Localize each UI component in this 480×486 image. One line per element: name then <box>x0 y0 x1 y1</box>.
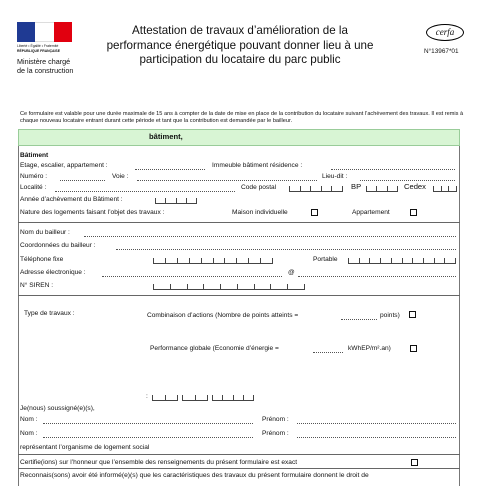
nom1-label: Nom : <box>20 416 38 423</box>
soussigne-label: Je(nous) soussigné(e)(s), <box>20 405 95 412</box>
ministry-name: Ministère chargé de la construction <box>17 57 74 75</box>
portable-field[interactable] <box>348 258 456 264</box>
immeuble-field[interactable] <box>331 169 455 170</box>
section-band: bâtiment, <box>18 129 460 146</box>
etage-label: Etage, escalier, appartement : <box>20 162 108 169</box>
combinaison-label: Combinaison d’actions (Nombre de points atteints = <box>147 312 299 319</box>
voie-field[interactable] <box>137 180 317 181</box>
combinaison-unit: points) <box>380 312 400 319</box>
performance-unit: kWhEP/m².an) <box>348 345 391 352</box>
date-day-field[interactable] <box>152 395 178 401</box>
localite-label: Localité : <box>20 184 47 191</box>
marianne-logo <box>17 22 72 42</box>
appartement-label: Appartement <box>352 209 390 216</box>
performance-label: Performance globale (Economie d’énergie = <box>150 345 279 352</box>
nom2-label: Nom : <box>20 430 38 437</box>
numero-field[interactable] <box>60 180 105 181</box>
siren-field[interactable] <box>153 284 305 290</box>
siren-label: N° SIREN : <box>20 282 54 289</box>
bp-field[interactable] <box>366 186 398 192</box>
at-sign: @ <box>288 269 295 276</box>
localite-field[interactable] <box>55 191 235 192</box>
tel-field[interactable] <box>153 258 273 264</box>
annee-field[interactable] <box>155 198 197 204</box>
date-month-field[interactable] <box>182 395 208 401</box>
certifie-text: Certifie(ions) sur l’honneur que l’ensemble des renseignements du présent formulaire est exact <box>20 459 298 466</box>
combinaison-points-field[interactable] <box>341 319 377 320</box>
divider <box>18 295 460 296</box>
maison-label: Maison individuelle <box>232 209 288 216</box>
annee-label: Année d’achèvement du Bâtiment : <box>20 196 123 203</box>
cedex-label: Cedex <box>404 182 426 191</box>
certifie-checkbox[interactable] <box>411 459 418 466</box>
prenom1-field[interactable] <box>297 423 456 424</box>
date-year-field[interactable] <box>212 395 254 401</box>
building-heading: Bâtiment <box>20 152 49 159</box>
bailleur-coord-label: Coordonnées du bailleur : <box>20 242 96 249</box>
combinaison-checkbox[interactable] <box>409 311 416 318</box>
date-colon: : <box>146 393 148 400</box>
cedex-field[interactable] <box>433 186 457 192</box>
prenom1-label: Prénom : <box>262 416 289 423</box>
nom1-field[interactable] <box>43 423 253 424</box>
divider <box>18 468 460 469</box>
email-user-field[interactable] <box>102 276 282 277</box>
intro-text: Ce formulaire est valable pour une durée maximale de 15 ans à compter de la date de mise en place de la contribution du locataire suivant l’achèvement des travaux. Il est remis à chaque nouveau locataire entrant durant cette période et tant que la contribution est demandée par le bailleur. <box>20 111 464 125</box>
portable-label: Portable <box>313 256 338 263</box>
bailleur-nom-field[interactable] <box>84 236 456 237</box>
cerfa-number: N°13967*01 <box>424 48 459 55</box>
lieudit-field[interactable] <box>360 180 455 181</box>
appartement-checkbox[interactable] <box>410 209 417 216</box>
cerfa-logo: cerfa <box>426 24 464 41</box>
maison-checkbox[interactable] <box>311 209 318 216</box>
page-title: Attestation de travaux d’amélioration de la performance énergétique pouvant donner lieu à une participation du locataire du parc public <box>106 24 374 67</box>
type-travaux-label: Type de travaux : <box>24 310 75 317</box>
code-postal-field[interactable] <box>289 186 343 192</box>
voie-label: Voie : <box>112 173 129 180</box>
performance-checkbox[interactable] <box>410 345 417 352</box>
email-domain-field[interactable] <box>298 276 456 277</box>
divider <box>18 454 460 455</box>
code-postal-label: Code postal <box>241 184 277 191</box>
nature-label: Nature des logements faisant l’objet des travaux : <box>20 209 165 216</box>
bp-label: BP <box>351 182 362 191</box>
representant-text: représentant l’organisme de logement social <box>20 444 150 451</box>
performance-kwh-field[interactable] <box>313 352 343 353</box>
prenom2-field[interactable] <box>297 437 456 438</box>
numero-label: Numéro : <box>20 173 48 180</box>
republic-text: RÉPUBLIQUE FRANÇAISE <box>17 49 60 53</box>
nom2-field[interactable] <box>43 437 253 438</box>
divider <box>18 222 460 223</box>
etage-field[interactable] <box>135 169 205 170</box>
lieudit-label: Lieu-dit : <box>322 173 348 180</box>
immeuble-label: Immeuble bâtiment résidence : <box>212 162 303 169</box>
marianne-motto: Liberté • Égalité • Fraternité <box>17 44 59 48</box>
bailleur-coord-field[interactable] <box>116 249 456 250</box>
bailleur-nom-label: Nom du bailleur : <box>20 229 70 236</box>
tel-label: Téléphone fixe <box>20 256 64 263</box>
email-label: Adresse électronique : <box>20 269 86 276</box>
reconnais-text: Reconnais(sons) avoir été informé(e)(s) que les caractéristiques des travaux du présent formulaire donnent le droit de <box>20 472 369 479</box>
prenom2-label: Prénom : <box>262 430 289 437</box>
